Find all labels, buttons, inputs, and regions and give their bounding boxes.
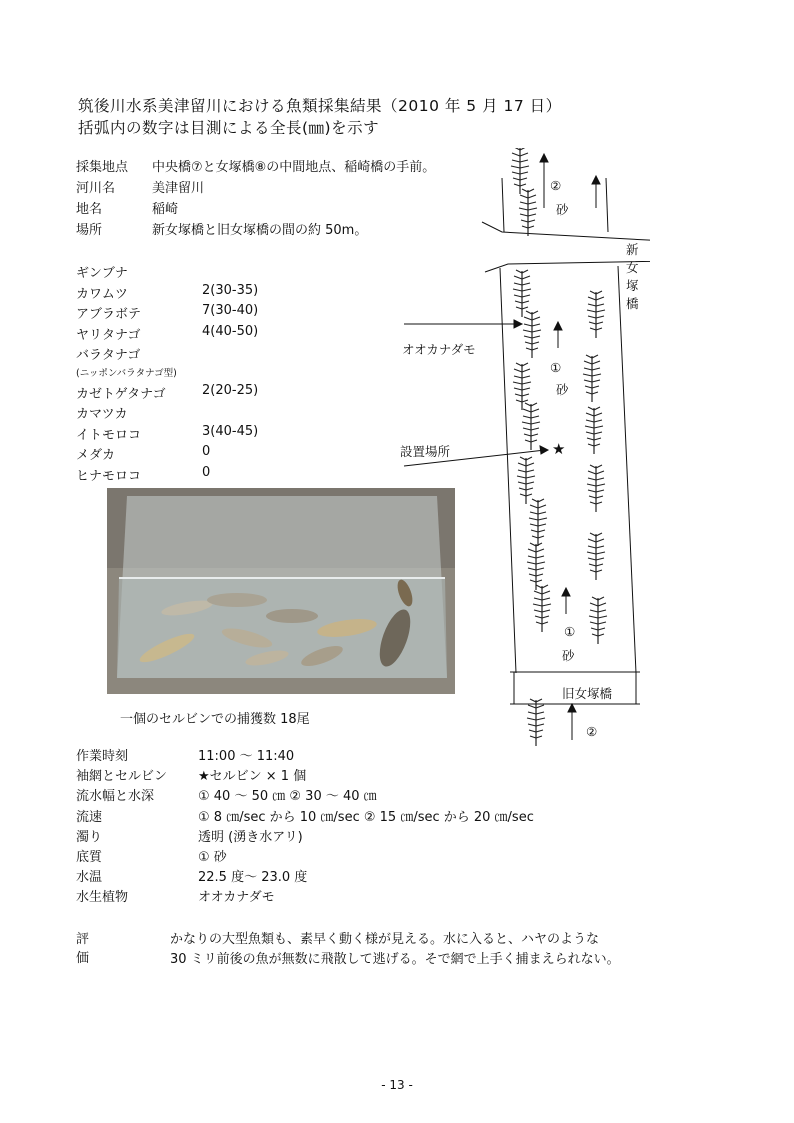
sand-label-bottom: 砂 xyxy=(562,648,575,663)
fish-count: 0 xyxy=(202,444,211,459)
work-label: 流速 xyxy=(76,809,103,825)
location-label: 設置場所 xyxy=(400,444,451,459)
fish-row xyxy=(76,424,258,445)
old-bridge-label: 旧女塚橋 xyxy=(562,686,613,701)
work-row xyxy=(76,745,534,765)
marker-1-upper: ① xyxy=(550,360,562,375)
work-row xyxy=(76,866,534,886)
fish-name: ヒナモロコ xyxy=(76,468,142,484)
work-value: 透明 (湧き水アリ) xyxy=(198,829,303,845)
fish-count: 0 xyxy=(202,464,211,480)
site-row xyxy=(76,177,435,198)
evaluation-text-line2: 30 ミリ前後の魚が無数に飛散して逃げる。そで網で上手く捕まえられない。 xyxy=(170,952,620,967)
site-value: 稲崎 xyxy=(152,202,179,217)
plant-label: オオカナダモ xyxy=(402,342,476,357)
site-label: 場所 xyxy=(76,223,103,238)
fish-name: アブラボテ xyxy=(76,307,142,322)
fish-name: ギンブナ xyxy=(76,266,128,281)
sand-label-middle: 砂 xyxy=(556,382,569,397)
fish-name: メダカ xyxy=(76,448,116,463)
fish-row xyxy=(76,444,258,465)
fish-row xyxy=(76,403,258,424)
fish-name: (ニッポンバラタナゴ型) xyxy=(76,367,177,379)
work-value: ★セルビン × 1 個 xyxy=(198,769,307,785)
site-row xyxy=(76,156,435,177)
site-info xyxy=(76,156,435,240)
evaluation-label: 評価 xyxy=(76,932,90,966)
work-row xyxy=(76,886,534,906)
work-row xyxy=(76,765,534,785)
work-value: ① 40 ～ 50 ㎝ ② 30 ～ 40 ㎝ xyxy=(198,789,377,805)
site-row xyxy=(76,198,435,219)
work-value: ① 8 ㎝/sec から 10 ㎝/sec ② 15 ㎝/sec から 20 ㎝/sec xyxy=(198,809,534,825)
site-label: 地名 xyxy=(76,202,103,217)
fish-row xyxy=(76,324,258,345)
page-title: 筑後川水系美津留川における魚類採集結果（2010 年 5 月 17 日） xyxy=(78,97,562,115)
work-value: 11:00 ～ 11:40 xyxy=(198,749,295,764)
fish-name: カゼトゲタナゴ xyxy=(76,386,166,402)
work-label: 水生植物 xyxy=(76,890,129,906)
fish-row xyxy=(76,365,258,383)
site-label: 採集地点 xyxy=(76,160,129,175)
fish-row xyxy=(76,383,258,404)
fish-row xyxy=(76,283,258,304)
page-subtitle: 括弧内の数字は目測による全長(㎜)を示す xyxy=(78,119,380,137)
fish-count: 7(30-40) xyxy=(202,303,259,318)
marker-1-lower: ① xyxy=(564,624,576,639)
work-label: 袖網とセルビン xyxy=(76,769,168,785)
work-label: 流水幅と水深 xyxy=(76,789,155,805)
site-label: 河川名 xyxy=(76,181,116,196)
work-row xyxy=(76,846,534,866)
fish-name: イトモロコ xyxy=(76,427,142,443)
fish-name: カマツカ xyxy=(76,407,128,422)
work-row xyxy=(76,806,534,826)
page-number: - 13 - xyxy=(381,1078,413,1092)
site-value: 新女塚橋と旧女塚橋の間の約 50m。 xyxy=(152,223,368,238)
fish-row xyxy=(76,465,258,486)
work-label: 濁り xyxy=(76,829,103,845)
work-row xyxy=(76,785,534,805)
fish-row xyxy=(76,344,258,365)
fish-row xyxy=(76,303,258,324)
sand-label-top: 砂 xyxy=(556,202,569,217)
fish-count: 4(40-50) xyxy=(202,323,259,339)
site-value: 美津留川 xyxy=(152,181,205,196)
marker-2-top: ② xyxy=(550,178,562,193)
fish-count: 2(20-25) xyxy=(202,382,259,398)
site-map xyxy=(390,148,650,748)
work-label: 水温 xyxy=(76,870,103,886)
photo-caption: 一個のセルビンでの捕獲数 18尾 xyxy=(120,712,310,727)
work-row xyxy=(76,826,534,846)
new-bridge-label: 新女塚橋 xyxy=(626,242,639,311)
fish-row xyxy=(76,262,258,283)
work-label: 作業時刻 xyxy=(76,749,129,764)
fish-count: 3(40-45) xyxy=(202,423,259,439)
fish-name: ヤリタナゴ xyxy=(76,327,141,343)
evaluation-text-line1: かなりの大型魚類も、素早く動く様が見える。水に入ると、ハヤのような xyxy=(170,932,600,947)
work-value: オオカナダモ xyxy=(198,890,275,906)
fish-name: カワムツ xyxy=(76,286,128,302)
placement-star: ★ xyxy=(552,440,566,458)
fish-count: 2(30-35) xyxy=(202,282,259,298)
work-label: 底質 xyxy=(76,849,103,865)
site-row xyxy=(76,219,435,240)
work-value: 22.5 度～ 23.0 度 xyxy=(198,870,308,886)
work-value: ① 砂 xyxy=(198,849,227,865)
marker-2-bottom: ② xyxy=(586,724,598,739)
fish-list xyxy=(76,262,258,485)
fish-name: バラタナゴ xyxy=(76,348,141,363)
work-conditions xyxy=(76,745,534,907)
site-value: 中央橋⑦と女塚橋⑧の中間地点、稲崎橋の手前。 xyxy=(152,160,436,175)
